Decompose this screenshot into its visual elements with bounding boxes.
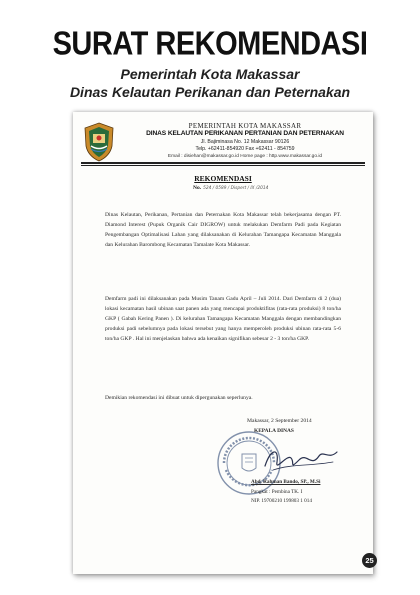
- letterhead-government: PEMERINTAH KOTA MAKASSAR: [188, 122, 302, 130]
- letter-title: REKOMENDASI: [194, 174, 252, 183]
- signatory-rank: Pangkat : Pembina TK. I: [251, 489, 303, 495]
- signatory-name: Abd. Rahman Bando, SP., M.Si: [251, 479, 321, 485]
- page-number-badge: 25: [362, 553, 377, 568]
- letterhead-address: Jl. Bajiminasa No. 12 Makassar 90126: [200, 139, 290, 145]
- city-emblem-icon: [82, 122, 116, 162]
- letterhead-contact: Email : disiehan@makassar.go.id Home page : http.www.makassar.go.id: [167, 154, 323, 159]
- letter-paragraph-1: Dinas Kelautan, Perikanan, Pertanian dan Peternakan Kota Makassar telah bekerjasama dengan PT. Diamond Interest (Pupuk Organik Cair DIGROW) untuk melakukan Demfarm Padi pada Kegiatan Pengembangan Optimalisasi Lahan yang dilaksanakan di Kelurahan Tamangapa Kecamatan Manggala dan Kelurahan Barombong Kecamatan Tamalate Kota Makassar.: [105, 212, 341, 248]
- handwritten-signature-icon: [261, 442, 341, 476]
- signatory-nip: NIP. 19700210 199803 1 014: [251, 498, 312, 504]
- letter-number-value: 524 / 0589 / Dispert / IX /2014: [203, 186, 269, 191]
- letterhead-agency: DINAS KELAUTAN PERIKANAN PERTANIAN DAN PETERNAKAN: [146, 130, 344, 137]
- signature-position: KEPALA DINAS: [254, 428, 294, 434]
- letterhead-divider: [81, 162, 365, 164]
- page-subtitle-city: Pemerintah Kota Makassar: [120, 66, 300, 82]
- letter-paragraph-3: Demikian rekomendasi ini dibuat untuk dipergunakan seperlunya.: [105, 395, 253, 401]
- page-subtitle-agency: Dinas Kelautan Perikanan dan Peternakan: [69, 84, 351, 100]
- scanned-letter: [73, 112, 373, 574]
- letterhead-divider-thin: [81, 165, 365, 166]
- signature-place-date: Makassar, 2 September 2014: [247, 418, 312, 424]
- letter-number-label: No.: [193, 185, 202, 191]
- page-title: SURAT REKOMENDASI: [52, 25, 368, 63]
- letter-paragraph-2: Demfarm padi ini dilaksanakan pada Musim Tanam Gadu April – Juli 2014. Dari Demfarm di 2 (dua) lokasi kecamatan hasil ubinan saat panen ada yang mencapai produktifitas (rata-rata produksi) 8 ton/ha GKP ( Gabah Kering Panen ). Di kelurahan Tamangapa Kecamatan Manggala dengan membandingkan produksi padi sebelumnya pada lokasi tersebut yang hanya memperoleh produksi ubinan rata-rata 5-6 ton/ha GKP . Hal ini menjelaskan bahwa ada kenaikan signifikan sebesar 2 - 3 ton/ha GKP.: [105, 296, 341, 342]
- letter-number: [193, 185, 268, 191]
- letterhead-phone: Telp. +62411-854920 Fax +62411 - 854759: [195, 146, 295, 152]
